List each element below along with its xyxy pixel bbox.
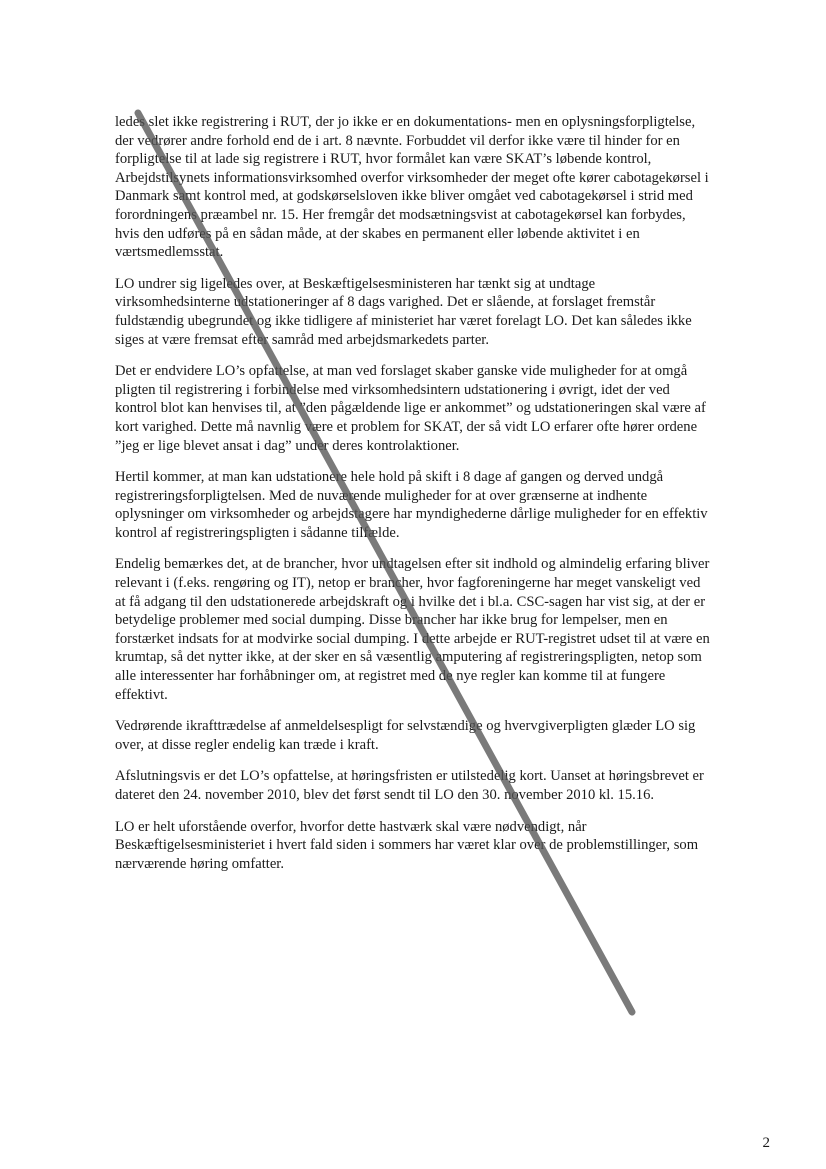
paragraph-8: LO er helt uforstående overfor, hvorfor dette hastværk skal være nødvendigt, når Beskæftigelsesministeriet i hvert fald siden i sommers har været klar over de problemstillinger, som nærværende høring omfatter.: [115, 818, 699, 872]
paragraph-4: Hertil kommer, at man kan udstationere hele hold på skift i 8 dage af gangen og derved undgå registreringsforpligtelsen. Med de nuværende muligheder for at over grænserne at indhente oplysninger om virksomheder og arbejdstagere har myndighederne dårlige muligheder for en effektiv kontrol af registreringspligten i sådanne tilfælde.: [115, 469, 708, 541]
paragraph-2: LO undrer sig ligeledes over, at Beskæftigelsesministeren har tænkt sig at undtage virksomhedsinterne udstationeringer af 8 dags varighed. Det er slående, at forslaget fremstår fuldstændig ubegrundet og ikke tidligere af ministeriet har været forelagt LO. Det kan således ikke siges at være fremsat efter samråd med arbejdsmarkedets parter.: [115, 275, 692, 348]
paragraph-6: Vedrørende ikrafttrædelse af anmeldelsespligt for selvstændige og hvervgiverpligten glæder LO sig over, at disse regler endelig kan træde i kraft.: [115, 718, 696, 753]
paragraph-1: ledes slet ikke registrering i RUT, der jo ikke er en dokumentations- men en oplysningsforpligtelse, der vedrører andre forhold end de i art. 8 nævnte. Forbuddet vil derfor ikke være til hinder for en forpligtelse til at lade sig registrere i RUT, hvor formålet kan være SKAT’s løbende kontrol, Arbejdstilsynets informationsvirksomhed overfor virksomheder der meget ofte kører cabotagekørsel i Danmark samt kontrol med, at godskørselsloven ikke bliver omgået ved cabotagekørsel i strid med forordningens præambel nr. 15. Her fremgår det modsætningsvist at cabotagekørsel kan forbydes, hvis den udføres på en sådan måde, at der skabes en permanent eller løbende aktivitet i en værtsmedlemsstat.: [115, 114, 709, 261]
body-text: [115, 113, 713, 886]
page-number: 2: [762, 1135, 770, 1151]
paragraph-5: Endelig bemærkes det, at de brancher, hvor undtagelsen efter sit indhold og almindelig erfaring bliver relevant i (f.eks. rengøring og IT), netop er brancher, hvor fagforeningerne har meget vanskeligt ved at få adgang til den udstationerede arbejdskraft og i hvilke det i bl.a. CSC-sagen har vist sig, at der er betydelige problemer med social dumping. Disse brancher har ikke brug for lempelser, men en forstærket indsats for at modvirke social dumping. I dette arbejde er RUT-registret udset til at være en krumtap, så det nytter ikke, at der sker en så væsentlig amputering af registreringspligten, netop som alle interessenter har forhåbninger om, at registret med de nye regler kan komme til at fungere effektivt.: [115, 556, 710, 703]
paragraph-3: Det er endvidere LO’s opfattelse, at man ved forslaget skaber ganske vide muligheder for at omgå pligten til registrering i forbindelse med virksomhedsintern udstationering i øvrigt, idet der ved kontrol blot kan henvises til, at ”den pågældende lige er ankommet” og udstationeringen skal være af kort varighed. Dette må navnlig være et problem for SKAT, der så vidt LO erfarer ofte hører ordene ”jeg er lige blevet ansat i dag” under deres kontrolaktioner.: [115, 363, 706, 454]
paragraph-7: Afslutningsvis er det LO’s opfattelse, at høringsfristen er utilstedelig kort. Uanset at høringsbrevet er dateret den 24. november 2010, blev det først sendt til LO den 30. november 2010 kl. 15.16.: [115, 768, 704, 803]
